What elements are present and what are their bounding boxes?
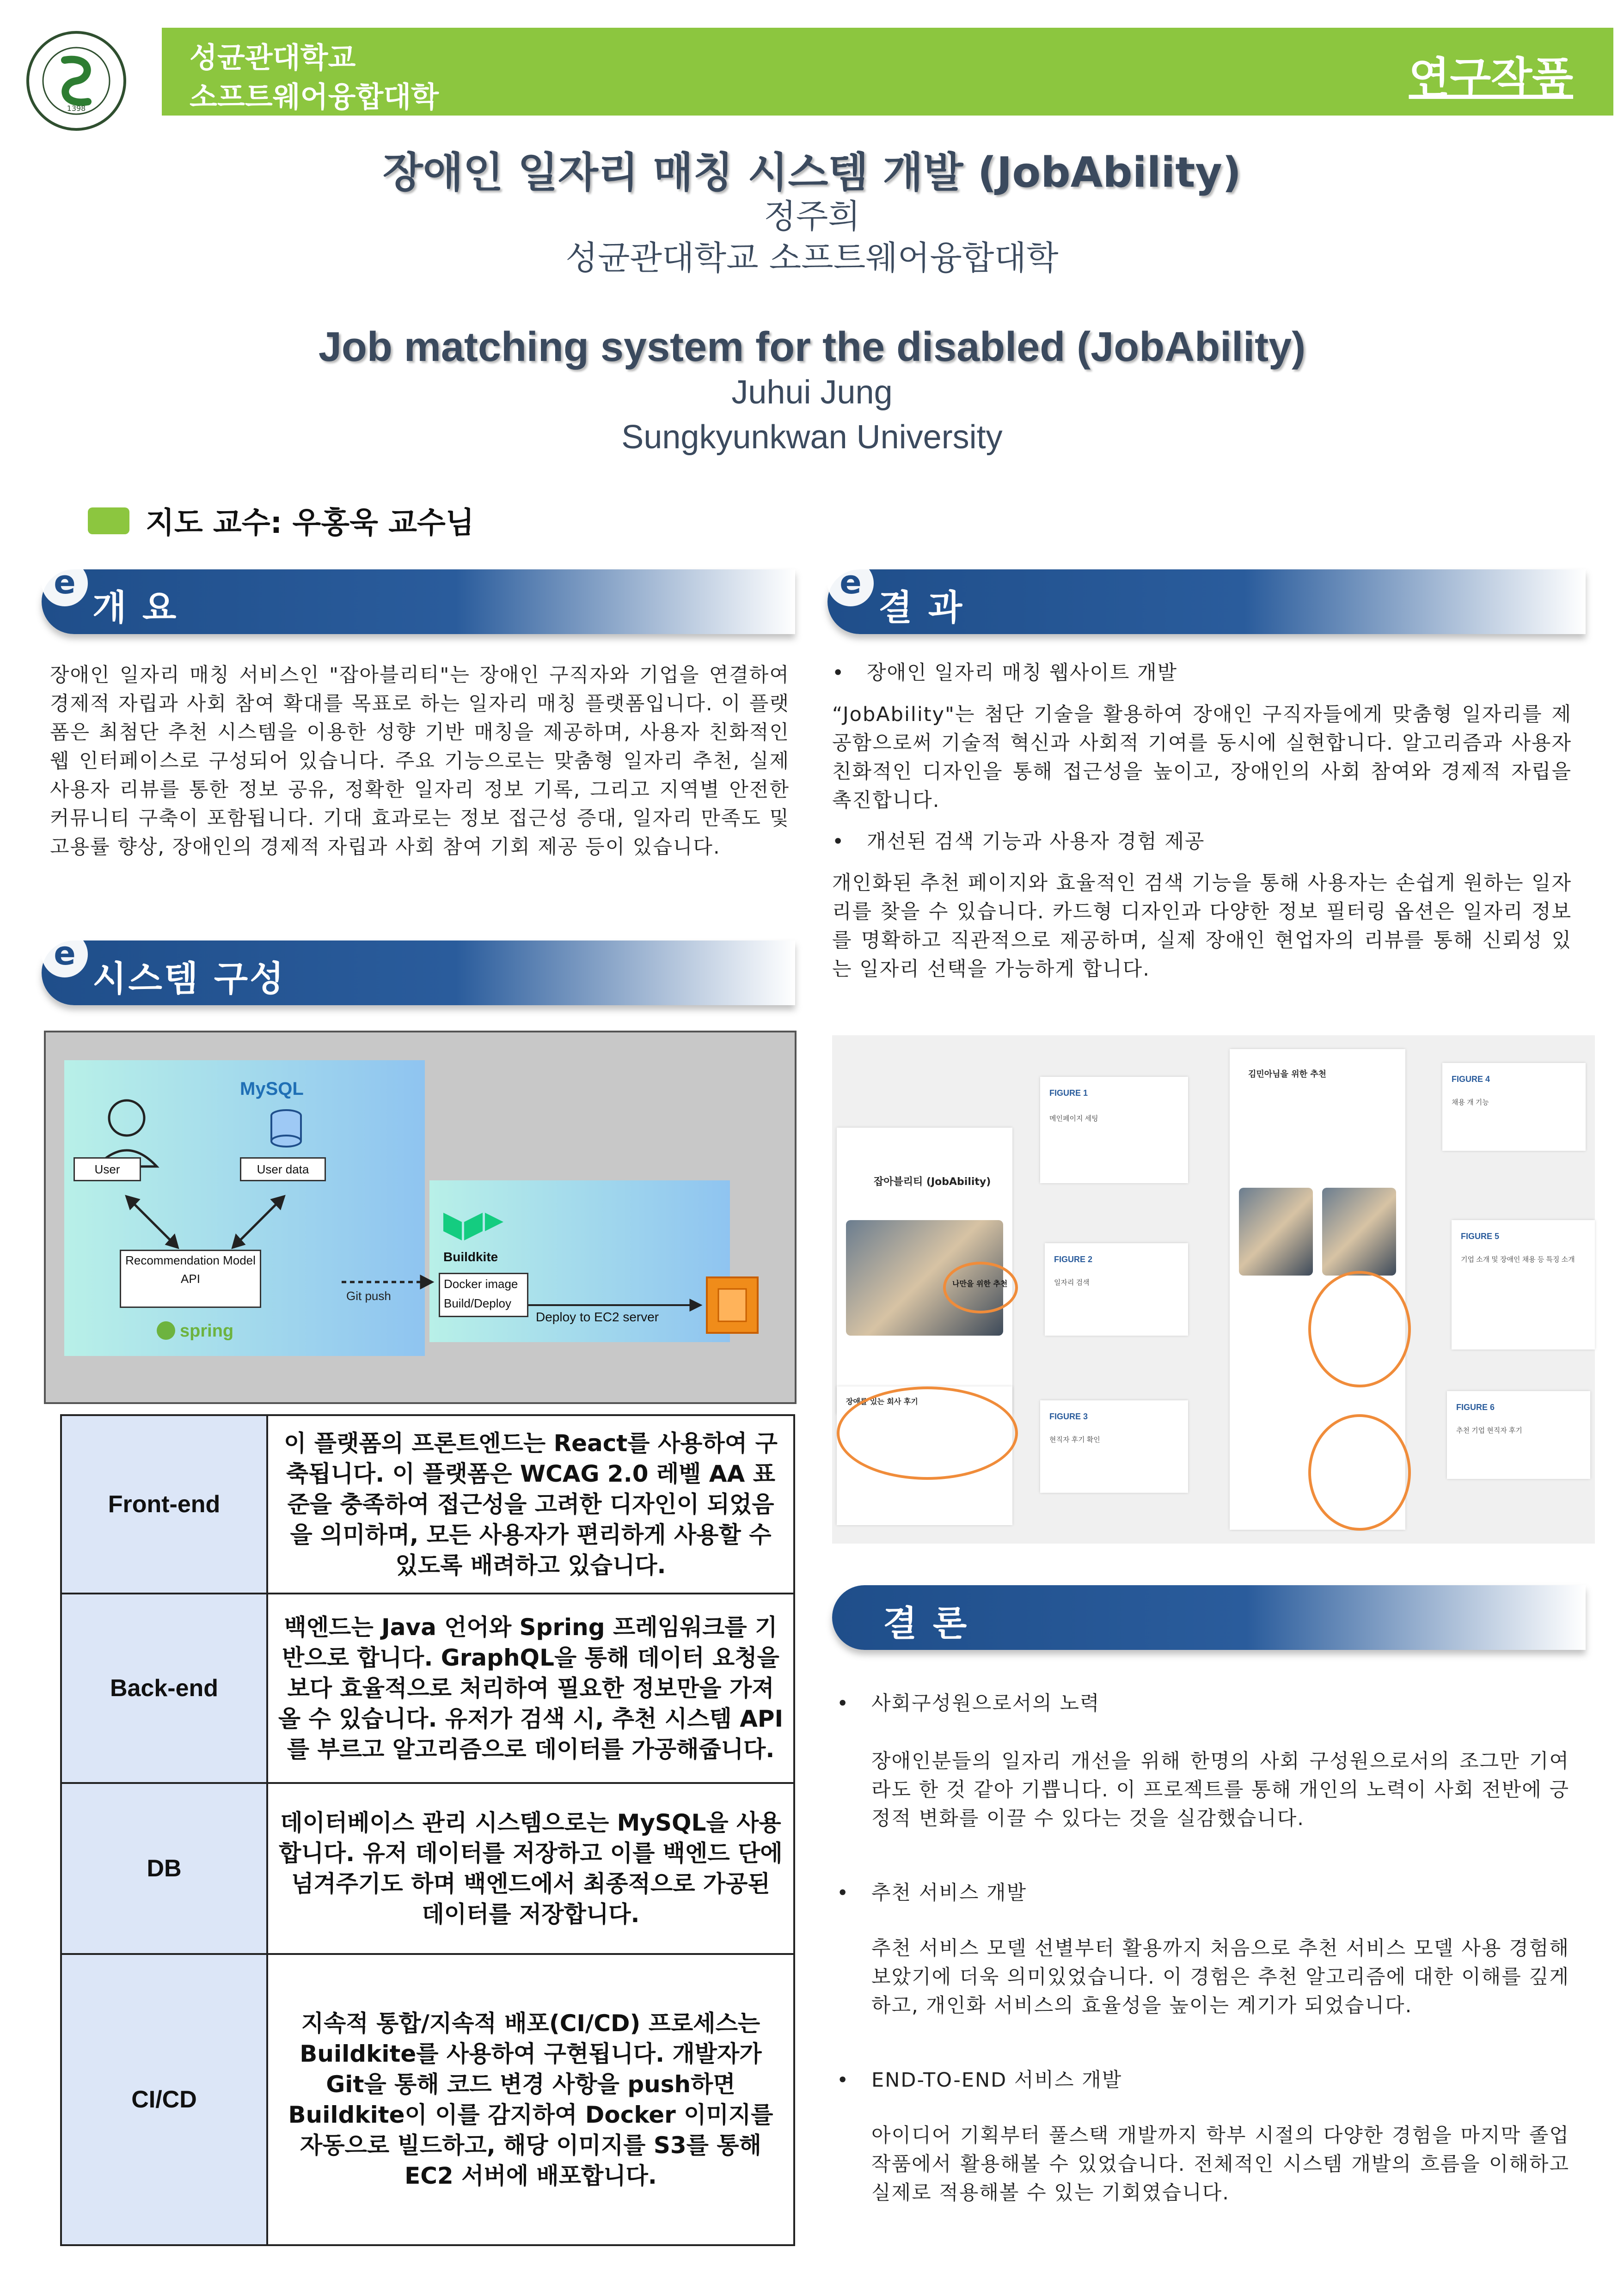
row-key: Back-end — [61, 1594, 267, 1783]
row-key: DB — [61, 1783, 267, 1954]
affiliation-ko: 성균관대학교 소프트웨어융합대학 — [565, 238, 1059, 277]
result-bullet-1 — [832, 659, 1595, 687]
section-header-result — [827, 563, 1586, 634]
bullet-dot: • — [837, 1881, 850, 1905]
bullet-text: END-TO-END 서비스 개발 — [871, 2069, 1122, 2092]
mysql-label: MySQL — [240, 1079, 304, 1099]
row-value: 이 플랫폼의 프론트엔드는 React를 사용하여 구축됩니다. 이 플랫폼은 WCAG 2.0 레벨 AA 표준을 충족하여 접근성을 고려한 디자인이 되었음을 의미하며, 모든 사용자가 편리하게 사용할 수 있도록 배려하고 있습니다. — [267, 1415, 794, 1594]
figure-text: 채용 개 기능 — [1452, 1099, 1489, 1106]
figure-text: 기업 소개 및 장애인 채용 등 특징 소개 — [1461, 1256, 1575, 1264]
row-value: 백엔드는 Java 언어와 Spring 프레임워크를 기반으로 합니다. GraphQL을 통해 데이터 요청을 보다 효율적으로 처리하여 필요한 정보만을 가져올 수 있습니다. 유저가 검색 시, 추천 시스템 API를 부르고 알고리즘으로 데이터를 가공해줍니다. — [267, 1594, 794, 1783]
git-push-label: Git push — [346, 1289, 391, 1303]
section-badge-icon — [37, 927, 92, 982]
table-row — [61, 1783, 794, 1954]
screenshot-review-list — [837, 1386, 1012, 1525]
conclusion-bullet-1 — [837, 1689, 1576, 1718]
user-data-label: User data — [240, 1157, 326, 1181]
poster-title-ko: 장애인 일자리 매칭 시스템 개발 (JobAbility) — [382, 148, 1242, 197]
advisor-marker — [88, 507, 129, 534]
figure-label: FIGURE 1 — [1049, 1088, 1088, 1098]
database-icon — [271, 1110, 301, 1147]
svg-text:1398: 1398 — [67, 104, 86, 113]
system-architecture-diagram — [44, 1031, 797, 1404]
row-key: Front-end — [61, 1415, 267, 1594]
overview-paragraph: 장애인 일자리 매칭 서비스인 "잡아블리티"는 장애인 구직자와 기업을 연결하여 경제적 자립과 사회 참여 확대를 목표로 하는 일자리 매칭 플랫폼입니다. 이 플랫폼은 최첨단 추천 시스템을 이용한 성향 기반 매칭을 제공하며, 사용자 친화적인 웹 인터페이스로 구성되어 있습니다. 주요 기능으로는 맞춤형 일자리 추천, 실제 사용자 리뷰를 통한 정보 공유, 정확한 일자리 정보 기록, 그리고 지역별 안전한 커뮤니티 구축이 포함됩니다. 기대 효과로는 정보 접근성 증대, 일자리 만족도 및 고용률 향상, 장애인의 경제적 자립과 사회 참여 기회 제공 등이 있습니다. — [50, 664, 790, 859]
review-title: 장애를 있는 회사 후기 — [846, 1397, 918, 1406]
header-college-dept: 소프트웨어융합대학 — [190, 80, 439, 114]
author-en: Juhui Jung — [731, 374, 893, 411]
poster-title-en: Job matching system for the disabled (JobAbility) — [318, 324, 1306, 370]
section-title: 결 과 — [878, 587, 964, 628]
figure-card-4 — [1442, 1063, 1586, 1151]
university-logo — [23, 28, 129, 134]
buildkite-icon — [443, 1213, 503, 1240]
table-row — [61, 1415, 794, 1594]
bullet-text: 장애인 일자리 매칭 웹사이트 개발 — [867, 661, 1178, 684]
figure-text: 추천 기업 현직자 후기 — [1456, 1427, 1522, 1435]
svg-text:e: e — [840, 563, 862, 601]
tech-stack-table — [60, 1414, 795, 2246]
bullet-dot: • — [837, 1692, 850, 1715]
recommend-button: 나만을 위한 추천 — [952, 1279, 1008, 1288]
section-title: 결 론 — [883, 1603, 969, 1644]
section-title: 개 요 — [92, 587, 178, 628]
bullet-text: 추천 서비스 개발 — [871, 1881, 1027, 1905]
website-screenshots-collage — [832, 1035, 1595, 1544]
ec2-icon — [707, 1277, 758, 1333]
table-row — [61, 1594, 794, 1783]
conclusion-paragraph-1: 장애인분들의 일자리 개선을 위해 한명의 사회 구성원으로서의 조그만 기여라도 한 것 같아 기쁩니다. 이 프로젝트를 통해 개인의 노력이 사회 전반에 긍정적 변화를 이끌 수 있다는 것을 실감했습니다. — [871, 1750, 1569, 1830]
section-header-conclusion — [832, 1585, 1586, 1650]
figure-label: FIGURE 6 — [1456, 1403, 1495, 1412]
figure-text: 현직자 후기 확인 — [1049, 1436, 1100, 1444]
figure-label: FIGURE 2 — [1054, 1255, 1093, 1264]
figure-card-6 — [1447, 1391, 1590, 1479]
spring-label: spring — [180, 1321, 234, 1341]
section-badge-icon — [37, 556, 92, 611]
figure-card-2 — [1045, 1243, 1188, 1336]
bullet-dot: • — [837, 2069, 850, 2092]
row-key: CI/CD — [61, 1954, 267, 2245]
highlight-circle — [1308, 1271, 1411, 1387]
figure-card-5 — [1452, 1220, 1595, 1350]
header-college-name: 성균관대학교 — [190, 41, 356, 74]
svg-text:e: e — [54, 934, 76, 972]
figure-label: FIGURE 4 — [1452, 1075, 1490, 1084]
screenshot-main-page — [837, 1128, 1012, 1414]
job-photo — [1239, 1188, 1313, 1276]
user-label: User — [74, 1157, 141, 1181]
highlight-circle — [837, 1386, 1018, 1480]
figure-card-3 — [1040, 1400, 1188, 1493]
section-title: 시스템 구성 — [92, 958, 286, 999]
conclusion-bullet-2 — [837, 1879, 1576, 1907]
bullet-dot: • — [832, 830, 845, 853]
result-bullet-2 — [832, 827, 1595, 856]
figure-text: 메인페이지 세팅 — [1049, 1115, 1098, 1123]
spring-icon — [157, 1321, 175, 1340]
advisor-label: 지도 교수: 우홍욱 교수님 — [146, 506, 474, 540]
conclusion-paragraph-3: 아이디어 기획부터 풀스택 개발까지 학부 시절의 다양한 경험을 마지막 졸업 작품에서 활용해볼 수 있었습니다. 전체적인 시스템 개발의 흐름을 이해하고 실제로 적용해볼 수 있는 기회였습니다. — [871, 2124, 1569, 2204]
author-ko: 정주희 — [764, 197, 860, 236]
bullet-text: 개선된 검색 기능과 사용자 경험 제공 — [867, 830, 1205, 853]
section-header-overview — [42, 563, 795, 634]
recommend-page-title: 김민아님을 위한 추천 — [1248, 1069, 1327, 1079]
bullet-text: 사회구성원으로서의 노력 — [871, 1692, 1100, 1715]
section-badge-icon — [823, 556, 878, 611]
header-category-tag: 연구작품 — [1409, 53, 1573, 103]
row-value: 지속적 통합/지속적 배포(CI/CD) 프로세스는 Buildkite를 사용하여 구현됩니다. 개발자가 Git을 통해 코드 변경 사항을 push하면 Buildkite이 이를 감지하여 Docker 이미지를 자동으로 빌드하고, 해당 이미지를 S3를 통해 EC2 서버에 배포합니다. — [267, 1954, 794, 2245]
job-photo — [1322, 1188, 1396, 1276]
table-row — [61, 1954, 794, 2245]
buildkite-label: Buildkite — [443, 1250, 498, 1264]
docker-build-box: Docker image Build/Deploy — [439, 1273, 528, 1317]
recommendation-api-box: Recommendation Model API — [120, 1250, 261, 1308]
result-paragraph-2: 개인화된 추천 페이지와 효율적인 검색 기능을 통해 사용자는 손쉽게 원하는 일자리를 찾을 수 있습니다. 카드형 디자인과 다양한 정보 필터링 옵션은 일자리 정보를 명확하고 직관적으로 제공하며, 실제 장애인 현업자의 리뷰를 통해 신뢰성 있는 일자리 선택을 가능하게 합니다. — [832, 872, 1572, 981]
site-title: 잡아블리티 (JobAbility) — [874, 1176, 991, 1188]
diagram-graphics — [46, 1032, 795, 1402]
figure-label: FIGURE 5 — [1461, 1232, 1500, 1241]
affiliation-en: Sungkyunkwan University — [621, 419, 1003, 456]
figure-label: FIGURE 3 — [1049, 1412, 1088, 1421]
screenshot-recommend-page — [1230, 1049, 1405, 1530]
figure-text: 일자리 검색 — [1054, 1279, 1090, 1287]
figure-card-1 — [1040, 1077, 1188, 1183]
svg-text:e: e — [54, 563, 76, 601]
conclusion-bullet-3 — [837, 2066, 1576, 2094]
deploy-label: Deploy to EC2 server — [536, 1310, 659, 1324]
highlight-circle — [1308, 1414, 1411, 1531]
result-paragraph-1: “JobAbility"는 첨단 기술을 활용하여 장애인 구직자들에게 맞춤형 일자리를 제공함으로써 기술적 혁신과 사회적 기여를 동시에 실현합니다. 알고리즘과 사용자 친화적인 디자인을 통해 접근성을 높이고, 장애인의 사회 참여와 경제적 자립을 촉진합니다. — [832, 703, 1572, 812]
row-value: 데이터베이스 관리 시스템으로는 MySQL을 사용합니다. 유저 데이터를 저장하고 이를 백엔드 단에 넘겨주기도 하며 백엔드에서 최종적으로 가공된 데이터를 저장합니다. — [267, 1783, 794, 1954]
section-header-system — [42, 934, 795, 1005]
conclusion-paragraph-2: 추천 서비스 모델 선별부터 활용까지 처음으로 추천 서비스 모델 사용 경험해보았기에 더욱 의미있었습니다. 이 경험은 추천 알고리즘에 대한 이해를 깊게 하고, 개인화 서비스의 효율성을 높이는 계기가 되었습니다. — [871, 1937, 1569, 2017]
user-icon — [97, 1100, 157, 1166]
bullet-dot: • — [832, 661, 845, 684]
